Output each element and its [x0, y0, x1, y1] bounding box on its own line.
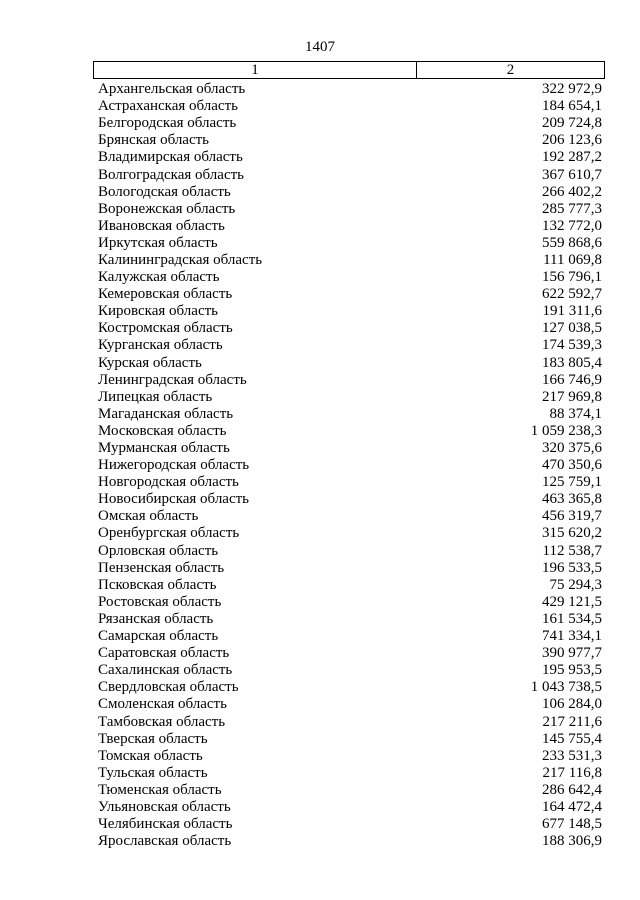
- table-row: [98, 543, 602, 560]
- table-row: [98, 713, 602, 730]
- region-name: Челябинская область: [98, 816, 233, 833]
- region-value: 315 620,2: [542, 525, 602, 542]
- region-value: 145 755,4: [542, 730, 602, 747]
- region-name: Воронежская область: [98, 200, 236, 217]
- region-value: 88 374,1: [549, 405, 602, 422]
- table-row: [98, 611, 602, 628]
- table-row: [98, 201, 602, 218]
- region-name: Калининградская область: [98, 251, 263, 268]
- region-value: 127 038,5: [542, 320, 602, 337]
- region-value: 1 043 738,5: [530, 679, 602, 696]
- region-value: 266 402,2: [542, 183, 602, 200]
- table-row: [98, 457, 602, 474]
- table-row: [98, 166, 602, 183]
- region-name: Липецкая область: [98, 388, 213, 405]
- table-row: [98, 149, 602, 166]
- table-row: [98, 303, 602, 320]
- region-value: 470 350,6: [542, 457, 602, 474]
- table-row: [98, 662, 602, 679]
- region-name: Томская область: [98, 747, 203, 764]
- region-name: Астраханская область: [98, 98, 238, 115]
- region-value: 188 306,9: [542, 833, 602, 850]
- table-row: [98, 235, 602, 252]
- table-row: [98, 184, 602, 201]
- region-value: 217 116,8: [542, 764, 602, 781]
- region-value: 677 148,5: [542, 816, 602, 833]
- table-body: [98, 81, 602, 850]
- table-row: [98, 594, 602, 611]
- column-header-2: 2: [506, 62, 515, 78]
- table-row: [98, 286, 602, 303]
- region-name: Ленинградская область: [98, 371, 247, 388]
- region-value: 192 287,2: [542, 149, 602, 166]
- table-row: [98, 731, 602, 748]
- region-value: 320 375,6: [542, 440, 602, 457]
- region-value: 286 642,4: [542, 781, 602, 798]
- region-name: Волгоградская область: [98, 166, 244, 183]
- region-value: 191 311,6: [542, 303, 602, 320]
- region-value: 164 472,4: [542, 798, 602, 815]
- region-name: Пензенская область: [98, 559, 225, 576]
- region-value: 166 746,9: [542, 371, 602, 388]
- region-value: 125 759,1: [542, 474, 602, 491]
- table-row: [98, 132, 602, 149]
- region-name: Сахалинская область: [98, 662, 233, 679]
- region-value: 112 538,7: [542, 542, 602, 559]
- region-name: Смоленская область: [98, 696, 227, 713]
- table-row: [98, 525, 602, 542]
- region-value: 1 059 238,3: [530, 422, 602, 439]
- region-name: Вологодская область: [98, 183, 231, 200]
- table-row: [98, 406, 602, 423]
- region-value: 75 294,3: [549, 576, 602, 593]
- region-name: Орловская область: [98, 542, 219, 559]
- region-value: 217 969,8: [542, 388, 602, 405]
- region-name: Самарская область: [98, 628, 219, 645]
- region-value: 184 654,1: [542, 98, 602, 115]
- table-row: [98, 833, 602, 850]
- table-row: [98, 372, 602, 389]
- region-name: Оренбургская область: [98, 525, 240, 542]
- region-name: Ульяновская область: [98, 798, 231, 815]
- table-row: [98, 474, 602, 491]
- table-row: [98, 269, 602, 286]
- table-row: [98, 508, 602, 525]
- table-row: [98, 577, 602, 594]
- region-name: Тверская область: [98, 730, 208, 747]
- region-value: 217 211,6: [542, 713, 602, 730]
- table-row: [98, 560, 602, 577]
- region-value: 741 334,1: [542, 628, 602, 645]
- region-value: 322 972,9: [542, 81, 602, 98]
- table-row: [98, 81, 602, 98]
- region-value: 209 724,8: [542, 115, 602, 132]
- region-value: 111 069,8: [543, 251, 602, 268]
- region-name: Архангельская область: [98, 81, 246, 98]
- region-name: Ивановская область: [98, 217, 225, 234]
- region-name: Калужская область: [98, 269, 220, 286]
- region-name: Тульская область: [98, 764, 208, 781]
- table-row: [98, 320, 602, 337]
- region-value: 196 533,5: [542, 559, 602, 576]
- region-name: Новгородская область: [98, 474, 239, 491]
- table-row: [98, 115, 602, 132]
- table-row: [98, 423, 602, 440]
- region-name: Курганская область: [98, 337, 223, 354]
- region-value: 456 319,7: [542, 508, 602, 525]
- table-row: [98, 628, 602, 645]
- region-name: Владимирская область: [98, 149, 243, 166]
- region-name: Брянская область: [98, 132, 210, 149]
- page-number: 1407: [305, 39, 335, 55]
- table-row: [98, 355, 602, 372]
- region-name: Иркутская область: [98, 234, 218, 251]
- table-row: [98, 337, 602, 354]
- region-value: 195 953,5: [542, 662, 602, 679]
- table-row: [98, 696, 602, 713]
- table-row: [98, 98, 602, 115]
- region-value: 206 123,6: [542, 132, 602, 149]
- table-row: [98, 645, 602, 662]
- region-value: 183 805,4: [542, 354, 602, 371]
- table-row: [98, 252, 602, 269]
- column-header-1: 1: [94, 62, 417, 78]
- region-value: 390 977,7: [542, 645, 602, 662]
- region-name: Кемеровская область: [98, 286, 233, 303]
- region-name: Псковская область: [98, 576, 217, 593]
- region-value: 233 531,3: [542, 747, 602, 764]
- region-name: Свердловская область: [98, 679, 239, 696]
- table-row: [98, 218, 602, 235]
- region-name: Курская область: [98, 354, 202, 371]
- table-row: [98, 799, 602, 816]
- region-value: 622 592,7: [542, 286, 602, 303]
- region-name: Московская область: [98, 422, 227, 439]
- region-value: 559 868,6: [542, 234, 602, 251]
- region-name: Мурманская область: [98, 440, 230, 457]
- region-name: Нижегородская область: [98, 457, 250, 474]
- table-row: [98, 679, 602, 696]
- region-name: Костромская область: [98, 320, 233, 337]
- table-row: [98, 491, 602, 508]
- region-name: Тамбовская область: [98, 713, 226, 730]
- region-value: 463 365,8: [542, 491, 602, 508]
- region-value: 106 284,0: [542, 696, 602, 713]
- region-name: Тюменская область: [98, 781, 222, 798]
- region-value: 161 534,5: [542, 610, 602, 627]
- table-header: [93, 61, 605, 79]
- table-row: [98, 816, 602, 833]
- table-row: [98, 440, 602, 457]
- region-name: Белгородская область: [98, 115, 237, 132]
- region-value: 367 610,7: [542, 166, 602, 183]
- region-name: Ростовская область: [98, 593, 222, 610]
- region-value: 132 772,0: [542, 217, 602, 234]
- region-value: 285 777,3: [542, 200, 602, 217]
- table-row: [98, 765, 602, 782]
- region-value: 429 121,5: [542, 593, 602, 610]
- table-row: [98, 389, 602, 406]
- region-name: Ярославская область: [98, 833, 232, 850]
- region-value: 174 539,3: [542, 337, 602, 354]
- table-row: [98, 748, 602, 765]
- region-name: Кировская область: [98, 303, 219, 320]
- region-name: Омская область: [98, 508, 199, 525]
- region-name: Рязанская область: [98, 610, 214, 627]
- table-row: [98, 782, 602, 799]
- region-name: Саратовская область: [98, 645, 230, 662]
- region-name: Новосибирская область: [98, 491, 250, 508]
- region-name: Магаданская область: [98, 405, 234, 422]
- region-value: 156 796,1: [542, 269, 602, 286]
